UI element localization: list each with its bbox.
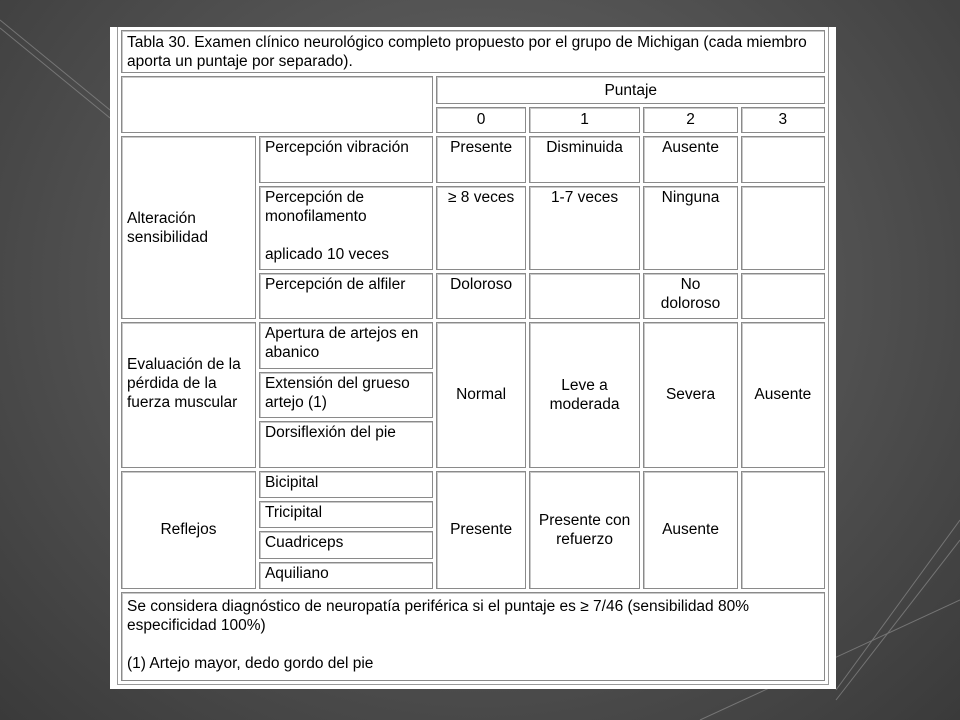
document-sheet xyxy=(110,27,836,689)
score-col-1: 1 xyxy=(529,107,641,133)
footer-diagnosis: Se considera diagnóstico de neuropatía periférica si el puntaje es ≥ 7/46 (sensibilidad 80% especificidad 100%) xyxy=(127,597,750,634)
pin-score-0: Doloroso xyxy=(436,273,525,320)
table-title: Tabla 30. Examen clínico neurológico completo propuesto por el grupo de Michigan (cada miembro aporta un puntaje por separado). xyxy=(121,30,825,73)
monofilament-score-0: ≥ 8 veces xyxy=(436,186,525,270)
pin-score-2: No doloroso xyxy=(643,273,737,320)
group-label-strength: Evaluación de la pérdida de la fuerza muscular xyxy=(121,322,256,468)
strength-score-2: Severa xyxy=(643,322,737,468)
test-reflex-0: Bicipital xyxy=(259,471,434,498)
test-strength-2: Dorsiflexión del pie xyxy=(259,421,434,468)
pin-score-3 xyxy=(741,273,825,320)
footer-note: (1) Artejo mayor, dedo gordo del pie xyxy=(127,654,374,672)
score-header: Puntaje xyxy=(436,76,825,103)
reflex-score-0: Presente xyxy=(436,471,525,589)
vibration-score-3 xyxy=(741,136,825,183)
vibration-score-0: Presente xyxy=(436,136,525,183)
score-col-3: 3 xyxy=(741,107,825,133)
strength-score-0: Normal xyxy=(436,322,525,468)
empty-header-cell xyxy=(121,76,433,133)
score-col-2: 2 xyxy=(643,107,737,133)
reflex-score-2: Ausente xyxy=(643,471,737,589)
test-monofilament xyxy=(259,186,434,270)
group-label-sensory: Alteración sensibilidad xyxy=(121,136,256,319)
score-col-0: 0 xyxy=(436,107,525,133)
strength-score-1: Leve a moderada xyxy=(529,322,641,468)
test-reflex-1: Tricipital xyxy=(259,501,434,528)
test-vibration: Percepción vibración xyxy=(259,136,434,183)
test-monofilament-line2: aplicado 10 veces xyxy=(264,245,390,263)
test-reflex-3: Aquiliano xyxy=(259,562,434,589)
test-strength-0: Apertura de artejos en abanico xyxy=(259,322,434,369)
reflex-score-1: Presente con refuerzo xyxy=(529,471,641,589)
monofilament-score-2: Ninguna xyxy=(643,186,737,270)
group-label-reflexes: Reflejos xyxy=(121,471,256,589)
monofilament-score-3 xyxy=(741,186,825,270)
neurological-exam-table xyxy=(117,27,829,685)
test-pin: Percepción de alfiler xyxy=(259,273,434,320)
table-footer xyxy=(121,592,825,681)
vibration-score-1: Disminuida xyxy=(529,136,641,183)
vibration-score-2: Ausente xyxy=(643,136,737,183)
strength-score-3: Ausente xyxy=(741,322,825,468)
test-strength-1: Extensión del grueso artejo (1) xyxy=(259,372,434,419)
test-monofilament-line1: Percepción de monofilamento xyxy=(264,188,367,225)
monofilament-score-1: 1-7 veces xyxy=(529,186,641,270)
pin-score-1 xyxy=(529,273,641,320)
test-reflex-2: Cuadriceps xyxy=(259,531,434,558)
reflex-score-3 xyxy=(741,471,825,589)
